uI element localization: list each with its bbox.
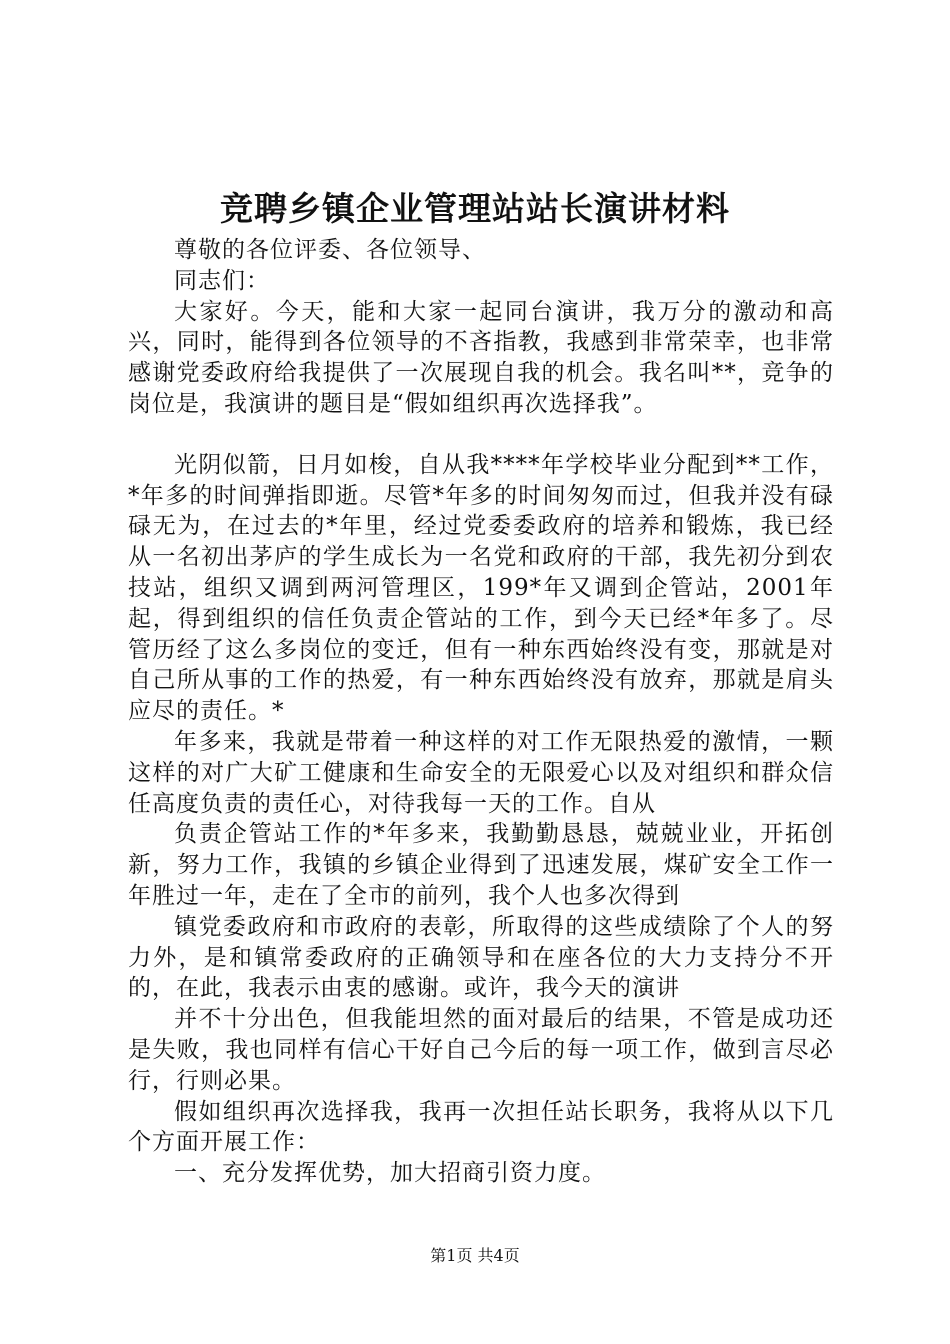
paragraph-outcome: 并不十分出色，但我能坦然的面对最后的结果，不管是成功还是失败，我也同样有信心干好自己今后的每一项工作，做到言尽必行，行则必果。 [128,1006,834,1094]
salutation-line-2: 同志们： [174,267,270,294]
document-body [128,235,834,1189]
paragraph-work: 负责企管站工作的*年多来，我勤勤恳恳，兢兢业业，开拓创新，努力工作，我镇的乡镇企业得到了迅速发展，煤矿安全工作一年胜过一年，走在了全市的前列，我个人也多次得到 [128,821,834,909]
page-footer: 第1页 共4页 [430,1246,520,1265]
paragraph-plan-item-1: 一、充分发挥优势，加大招商引资力度。 [174,1160,606,1187]
paragraph-plan-intro: 假如组织再次选择我，我再一次担任站长职务，我将从以下几个方面开展工作： [128,1098,834,1156]
paragraph-career: 光阴似箭，日月如梭，自从我****年学校毕业分配到**工作，*年多的时间弹指即逝。尽管*年多的时间匆匆而过，但我并没有碌碌无为，在过去的*年里，经过党委委政府的培养和锻炼，我已经从一名初出茅庐的学生成长为一名党和政府的干部，我先初分到农技站，组织又调到两河管理区，199*年又调到企管站，2001年起，得到组织的信任负责企管站的工作，到今天已经*年多了。尽管历经了这么多岗位的变迁，但有一种东西始终没有变，那就是对自己所从事的工作的热爱，有一种东西始终没有放弃，那就是肩头应尽的责任。* [128,451,834,725]
paragraph-passion: 年多来，我就是带着一种这样的对工作无限热爱的激情，一颗这样的对广大矿工健康和生命安全的无限爱心以及对组织和群众信任高度负责的责任心，对待我每一天的工作。自从 [128,728,834,817]
paragraph-honors: 镇党委政府和市政府的表彰，所取得的这些成绩除了个人的努力外，是和镇常委政府的正确领导和在座各位的大力支持分不开的，在此，我表示由衷的感谢。或许，我今天的演讲 [128,913,834,1002]
document-title: 竞聘乡镇企业管理站站长演讲材料 [220,189,730,228]
salutation-line-1: 尊敬的各位评委、各位领导、 [174,237,486,263]
paragraph-greeting: 大家好。今天，能和大家一起同台演讲，我万分的激动和高兴，同时，能得到各位领导的不吝指教，我感到非常荣幸，也非常感谢党委政府给我提供了一次展现自我的机会。我名叫**，竞争的岗位是，我演讲的题目是“假如组织再次选择我”。 [128,298,834,417]
